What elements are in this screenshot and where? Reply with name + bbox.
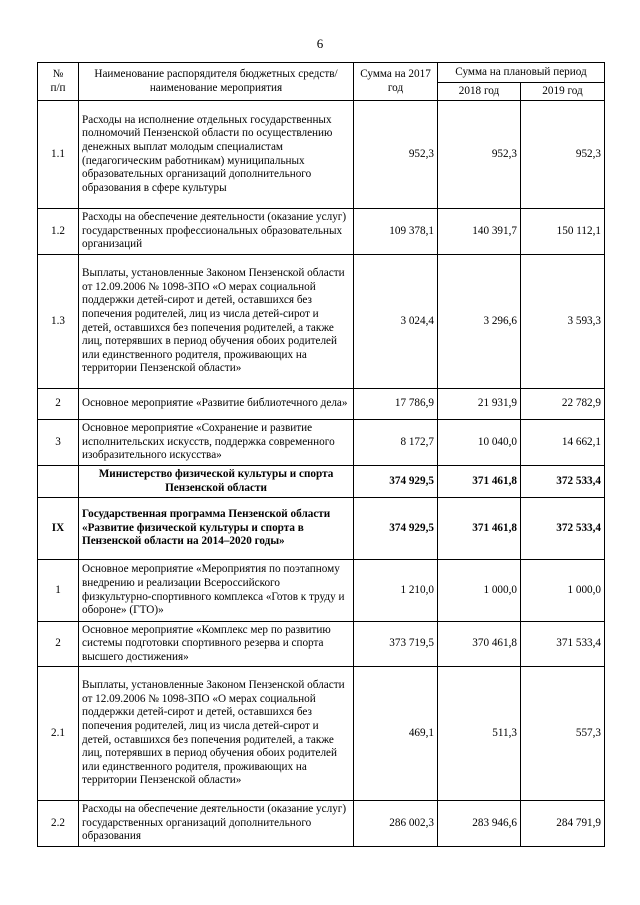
table-row [38,622,605,667]
header-sum-2017-label: Сумма на 2017 год [360,67,431,94]
row-description: Расходы на обеспечение деятельности (оказание услуг) государственных организаций дополнительного образования [79,801,354,847]
table-row [38,560,605,622]
row-number: 2.1 [38,667,79,801]
table-row [38,667,605,801]
header-sum-plan [438,63,605,83]
header-2019 [521,83,605,101]
row-value-2017: 286 002,3 [354,801,438,847]
row-number: 2.2 [38,801,79,847]
row-value-2019: 1 000,0 [521,560,605,622]
row-value-2018: 283 946,6 [438,801,521,847]
table-row [38,255,605,389]
row-value-2018: 370 461,8 [438,622,521,667]
row-value-2018: 1 000,0 [438,560,521,622]
row-value-2017: 374 929,5 [354,466,438,498]
table-row [38,389,605,420]
header-2018 [438,83,521,101]
row-value-2017: 109 378,1 [354,209,438,255]
row-number: 1 [38,560,79,622]
row-value-2017: 374 929,5 [354,498,438,560]
row-value-2017: 952,3 [354,101,438,209]
row-value-2018: 140 391,7 [438,209,521,255]
row-number: 2 [38,622,79,667]
table-row [38,420,605,466]
table-row [38,498,605,560]
row-number: 1.2 [38,209,79,255]
row-value-2018: 21 931,9 [438,389,521,420]
row-number: IX [38,498,79,560]
row-description: Расходы на обеспечение деятельности (оказание услуг) государственных профессиональных образовательных организаций [79,209,354,255]
page-number: 6 [316,36,324,51]
row-value-2017: 469,1 [354,667,438,801]
row-value-2019: 3 593,3 [521,255,605,389]
row-value-2018: 3 296,6 [438,255,521,389]
row-description: Расходы на исполнение отдельных государственных полномочий Пензенской области по осуществлению денежных выплат молодым специалистам (педагогическим работникам) муниципальных образовательных организаций дополнительного образования в сфере культуры [79,101,354,209]
table-row [38,466,605,498]
row-description: Основное мероприятие «Мероприятия по поэтапному внедрению и реализации Всероссийского физкультурно-спортивного комплекса «Готов к труду и обороне» (ГТО)» [79,560,354,622]
row-value-2019: 22 782,9 [521,389,605,420]
row-value-2019: 14 662,1 [521,420,605,466]
table-row [38,209,605,255]
row-number [38,466,79,498]
header-name [79,63,354,101]
row-description: Государственная программа Пензенской области «Развитие физической культуры и спорта в Пензенской области на 2014–2020 годы» [79,498,354,560]
table-row [38,801,605,847]
row-value-2019: 372 533,4 [521,498,605,560]
header-sum-plan-label: Сумма на плановый период [455,65,587,78]
row-value-2019: 284 791,9 [521,801,605,847]
row-value-2019: 372 533,4 [521,466,605,498]
row-number: 1.3 [38,255,79,389]
row-description: Основное мероприятие «Сохранение и развитие исполнительских искусств, поддержка современного изобразительного искусства» [79,420,354,466]
row-value-2017: 373 719,5 [354,622,438,667]
budget-table [37,62,605,847]
row-value-2019: 557,3 [521,667,605,801]
row-description: Основное мероприятие «Развитие библиотечного дела» [79,389,354,420]
header-sum-2017 [354,63,438,101]
header-number-label: № п/п [50,67,66,94]
row-value-2018: 952,3 [438,101,521,209]
row-value-2019: 371 533,4 [521,622,605,667]
header-2019-label: 2019 год [542,84,583,97]
row-value-2017: 8 172,7 [354,420,438,466]
row-description: Министерство физической культуры и спорта Пензенской области [79,466,354,498]
row-value-2018: 10 040,0 [438,420,521,466]
header-name-label: Наименование распорядителя бюджетных средств/наименование мероприятия [94,67,338,94]
row-value-2018: 371 461,8 [438,466,521,498]
row-number: 3 [38,420,79,466]
row-value-2018: 511,3 [438,667,521,801]
row-value-2019: 150 112,1 [521,209,605,255]
row-value-2017: 1 210,0 [354,560,438,622]
row-value-2019: 952,3 [521,101,605,209]
row-description: Выплаты, установленные Законом Пензенской области от 12.09.2006 № 1098-ЗПО «О мерах социальной поддержки детей-сирот и детей, оставшихся без попечения родителей, лиц из числа детей-сирот и детей, оставшихся без попечения родителей, а также лиц, потерявших в период обучения обоих родителей или единственного родителя, проживающих на территории Пензенской области» [79,255,354,389]
row-number: 1.1 [38,101,79,209]
row-value-2017: 17 786,9 [354,389,438,420]
header-2018-label: 2018 год [458,84,500,97]
header-number [38,63,79,101]
row-value-2018: 371 461,8 [438,498,521,560]
row-description: Выплаты, установленные Законом Пензенской области от 12.09.2006 № 1098-ЗПО «О мерах социальной поддержки детей-сирот и детей, оставшихся без попечения родителей, лиц из числа детей-сирот и детей, оставшихся без попечения родителей, а также лиц, потерявших в период обучения обоих родителей или единственного родителя, проживающих на территории Пензенской области» [79,667,354,801]
row-description: Основное мероприятие «Комплекс мер по развитию системы подготовки спортивного резерва и спорта высшего достижения» [79,622,354,667]
row-number: 2 [38,389,79,420]
row-value-2017: 3 024,4 [354,255,438,389]
table-row [38,101,605,209]
